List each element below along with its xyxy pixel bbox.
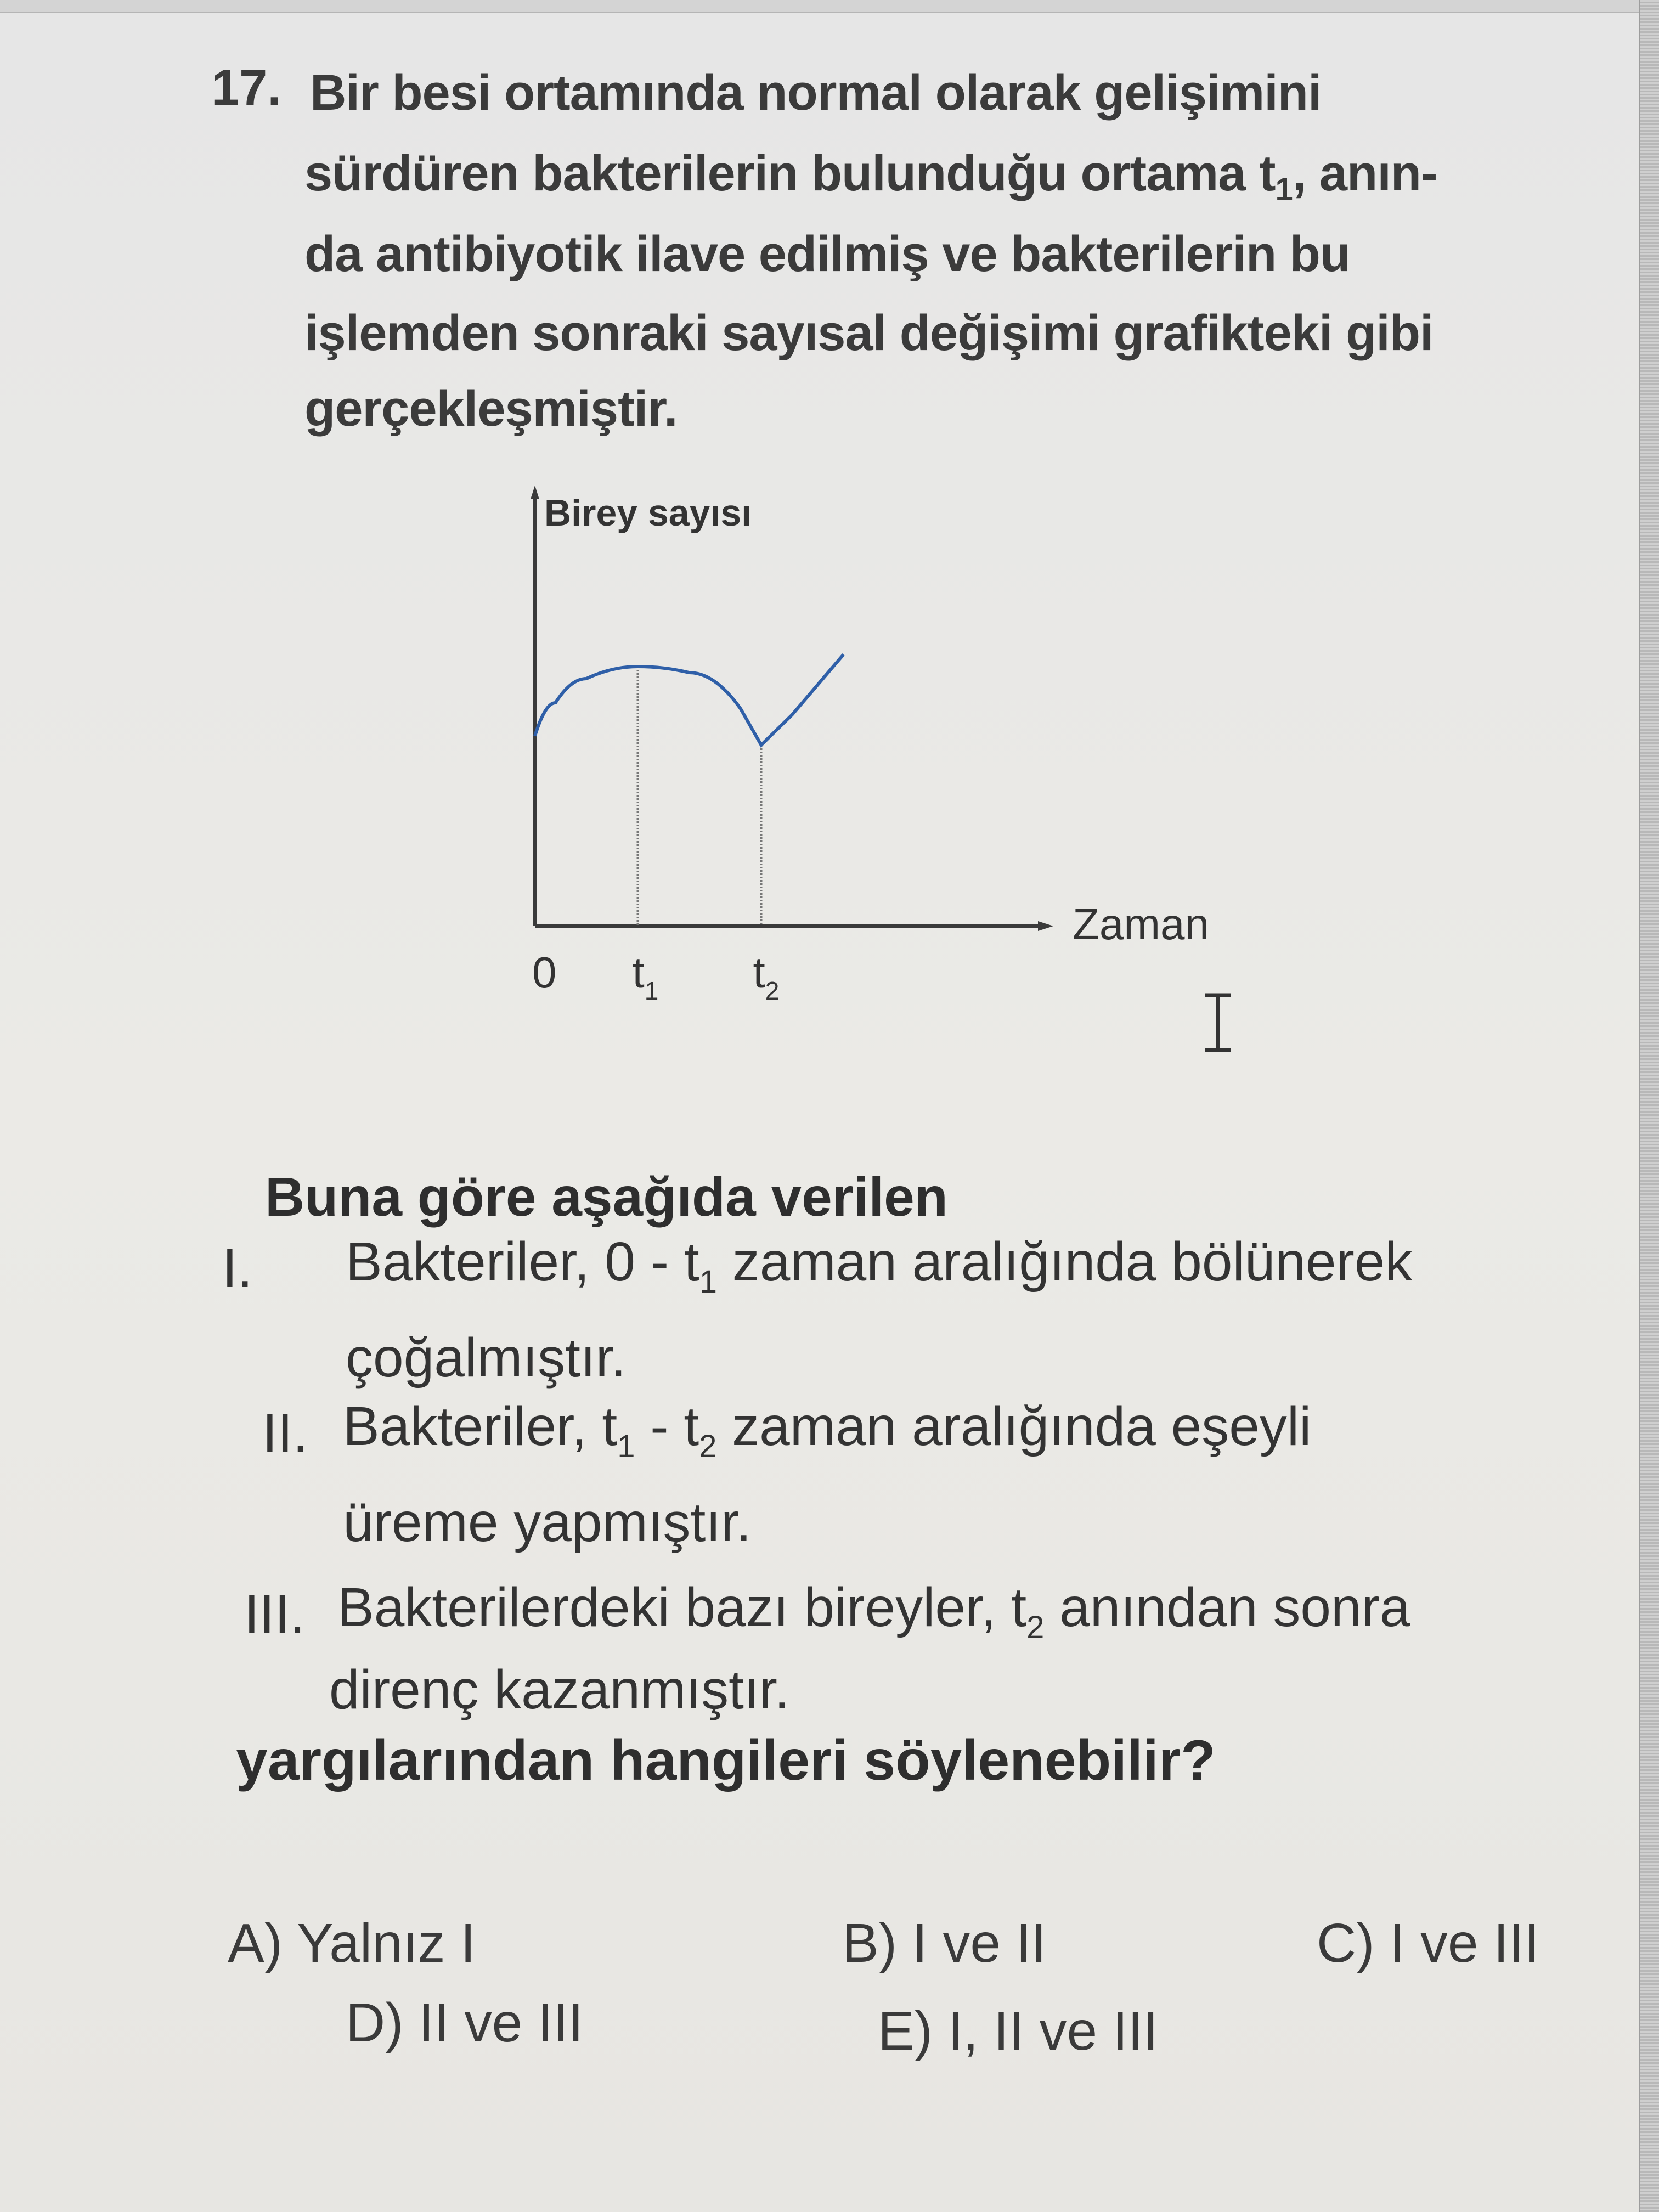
top-edge <box>0 0 1640 13</box>
statement-1-number: I. <box>222 1238 253 1299</box>
x-axis-label: Zaman <box>1073 900 1209 949</box>
question-line-2: sürdüren bakterilerin bulunduğu ortama $t_1$, anın- <box>304 145 1437 207</box>
choice-e[interactable]: E) I, II ve III <box>878 2000 1159 2062</box>
choice-c[interactable]: C) I ve III <box>1317 1912 1539 1974</box>
x-tick-label-0: 0 <box>532 948 557 997</box>
statement-1-line-1: Bakteriler, $0 - t_1$ zaman aralığında bölünerek <box>346 1231 1413 1300</box>
question-line-4: işlemden sonraki sayısal değişimi grafikteki gibi <box>304 305 1434 361</box>
statement-3-number: III. <box>244 1583 306 1645</box>
choice-d[interactable]: D) II ve III <box>346 1992 584 2053</box>
choice-b[interactable]: B) I ve II <box>842 1912 1047 1974</box>
x-tick-label-1: $t_1$ <box>632 948 659 1005</box>
population-chart <box>516 483 1284 1059</box>
series-line <box>535 654 844 745</box>
question-line-3: da antibiyotik ilave edilmiş ve bakterilerin bu <box>304 226 1351 282</box>
statement-3-line-2: direnç kazanmıştır. <box>329 1659 790 1720</box>
statement-1-line-2: çoğalmıştır. <box>346 1327 627 1389</box>
question-number: 17. <box>211 60 281 116</box>
x-tick-label-2: $t_2$ <box>753 948 780 1005</box>
x-axis-arrow <box>1038 921 1053 931</box>
y-axis-arrow <box>531 486 539 499</box>
y-axis-label: Birey sayısı <box>544 492 752 534</box>
statements-title: Buna göre aşağıda verilen <box>265 1166 948 1228</box>
choice-a[interactable]: A) Yalnız I <box>228 1912 476 1974</box>
conclusion-line: yargılarından hangileri söylenebilir? <box>236 1729 1216 1792</box>
statement-2-line-1: Bakteriler, $t_1 - t_2$ zaman aralığında eşeyli <box>343 1396 1312 1464</box>
text-cursor-icon <box>1199 992 1237 1053</box>
page-edge <box>1639 0 1659 2212</box>
statement-2-number: II. <box>262 1402 308 1464</box>
statement-2-line-2: üreme yapmıştır. <box>343 1492 752 1553</box>
question-line-5: gerçekleşmiştir. <box>304 381 678 437</box>
statement-3-line-1: Bakterilerdeki bazı bireyler, $t_2$ anından sonra <box>337 1577 1410 1645</box>
question-line-1: Bir besi ortamında normal olarak gelişimini <box>310 65 1322 121</box>
